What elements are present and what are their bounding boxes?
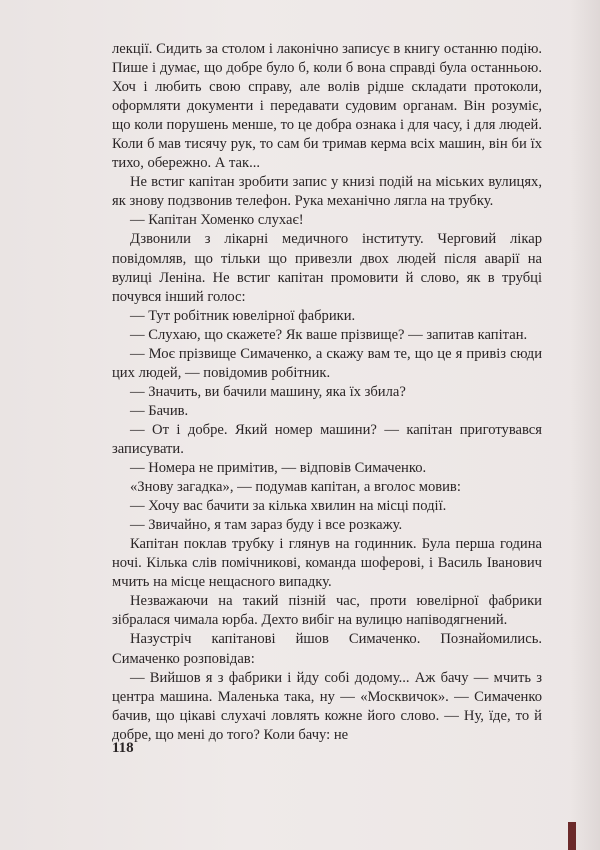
paragraph: Не встиг капітан зробити запис у книзі подій на міських вулицях, як знову подзвонив телефон. Рука механічно лягла на трубку. <box>112 174 542 210</box>
paragraph: — Звичайно, я там зараз буду і все розкажу. <box>130 517 403 534</box>
paragraph: — Вийшов я з фабрики і йду собі додому... Аж бачу — мчить з центра машина. Маленька така, ну — «Москвичок». — Симаченко бачив, що цікаві слухачі ловлять кожне його слово. — Ну, їде, то й добре, що мені до того? Коли бачу: не <box>112 669 542 743</box>
paragraph: — Бачив. <box>130 402 189 419</box>
paragraph: Дзвонили з лікарні медичного інституту. Черговий лікар повідомляв, що тільки що привезли двох людей після аварії на вулиці Леніна. Не встиг капітан промовити й слово, як в трубці почувся інший голос: <box>112 231 542 305</box>
paragraph: лекції. Сидить за столом і лаконічно записує в книгу останню подію. Пише і думає, що добре було б, коли б вона справді була останньою. Хоч і любить свою справу, але волів рідше складати протоколи, оформляти документи і передавати судовим органам. Він розуміє, що коли порушень менше, то це добра ознака і для часу, і для людей. Коли б мав тисячу рук, то сам би тримав керма всіх машин, він би їх тихо, обережно. А так... <box>112 41 542 172</box>
paragraph: — Хочу вас бачити за кілька хвилин на місці події. <box>130 498 447 515</box>
paragraph: Капітан поклав трубку і глянув на годинник. Була перша година ночі. Кілька слів помічникові, команда шоферові, і Василь Іванович мчить на місце нещасного випадку. <box>112 536 542 591</box>
page-edge-shadow <box>570 0 600 850</box>
paragraph: — Значить, ви бачили машину, яка їх збила? <box>130 383 406 400</box>
paragraph: Незважаючи на такий пізній час, проти ювелірної фабрики зібралася чимала юрба. Дехто вибіг на вулицю напіводягнений. <box>112 593 542 629</box>
paragraph: — Слухаю, що скажете? Як ваше прізвище? — запитав капітан. <box>130 326 528 343</box>
paragraph: — Капітан Хоменко слухає! <box>130 212 304 229</box>
paragraph: — Номера не примітив, — відповів Симаченко. <box>130 460 427 477</box>
paragraph: — Тут робітник ювелірної фабрики. <box>130 307 356 324</box>
paragraph: «Знову загадка», — подумав капітан, а вголос мовив: <box>130 479 461 496</box>
body-text <box>112 40 542 745</box>
page-number: 118 <box>112 740 134 756</box>
binding-mark <box>568 822 576 850</box>
paragraph: — От і добре. Який номер машини? — капітан приготувався записувати. <box>112 421 542 457</box>
paragraph: — Моє прізвище Симаченко, а скажу вам те, що це я привіз сюди цих людей, — повідомив робітник. <box>112 345 542 381</box>
paragraph: Назустріч капітанові йшов Симаченко. Познайомились. Симаченко розповідав: <box>112 631 542 667</box>
